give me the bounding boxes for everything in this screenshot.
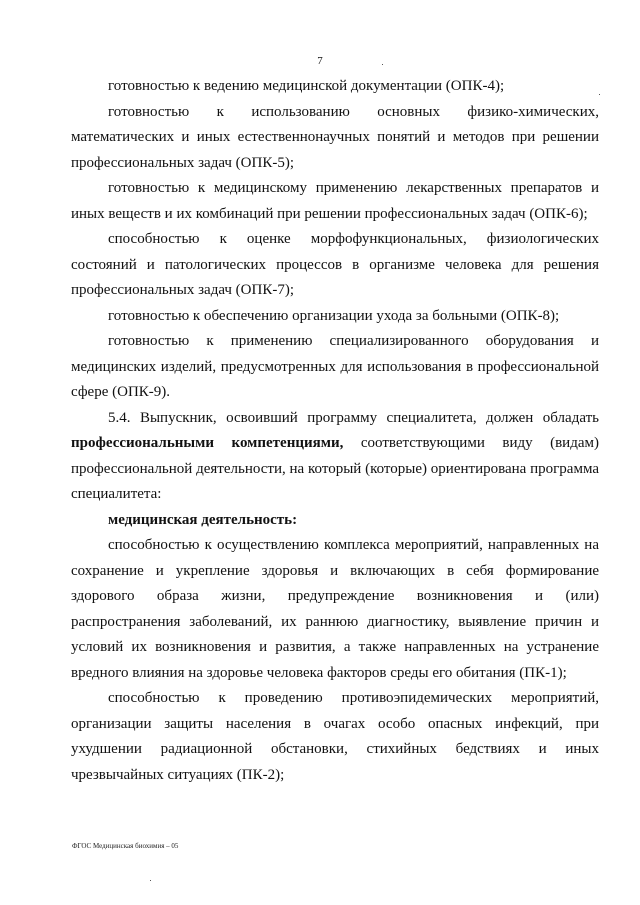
section-heading-medical-activity: медицинская деятельность: [108,511,298,528]
paragraph-pk-2: способностью к проведению противоэпидемических мероприятий, организации защиты населения в очагах особо опасных инфекций, при ухудшении радиационной обстановки, стихийных бедствиях и иных чрезвычайных ситуациях (ПК-2); [71,690,599,783]
paragraph-opk-7: способностью к оценке морфофункциональных, физиологических состояний и патологических процессов в организме человека для решения профессиональных задач (ОПК-7); [71,231,599,298]
scan-speck [599,94,600,95]
paragraph-pk-1: способностью к осуществлению комплекса мероприятий, направленных на сохранение и укрепление здоровья и включающих в себя формирование здорового образа жизни, предупреждение возникновения и (или) распространения заболеваний, их раннюю диагностику, выявление причин и условий их возникновения и развития, а также направленных на устранение вредного влияния на здоровье человека факторов среды его обитания (ПК-1); [71,537,599,681]
page-number: 7 [317,55,323,67]
scan-speck [150,880,151,881]
paragraph-opk-5: готовностью к использованию основных физико-химических, математических и иных естественнонаучных понятий и методов при решении профессиональных задач (ОПК-5); [71,103,599,171]
scan-speck [382,64,383,65]
document-body [71,74,599,788]
paragraph-5-4 [71,406,599,508]
paragraph-opk-6: готовностью к медицинскому применению лекарственных препаратов и иных веществ и их комбинаций при решении профессиональных задач (ОПК-6); [71,180,599,222]
paragraph-opk-9: готовностью к применению специализированного оборудования и медицинских изделий, предусмотренных для использования в профессиональной сфере (ОПК-9). [71,333,599,400]
footer-caption: ФГОС Медицинская биохимия – 05 [72,842,179,850]
paragraph-opk-4: готовностью к ведению медицинской документации (ОПК-4); [108,78,505,94]
professional-competencies-bold: профессиональными компетенциями, [71,435,344,451]
paragraph-opk-8: готовностью к обеспечению организации ухода за больными (ОПК-8); [108,307,560,324]
paragraph-5-4-start: 5.4. Выпускник, освоивший программу специалитета, должен обладать [108,409,599,426]
paragraph-5-4-end: соответствующими виду (видам) профессиональной деятельности, на который (которые) ориентирована программа специалитета: [71,435,599,502]
